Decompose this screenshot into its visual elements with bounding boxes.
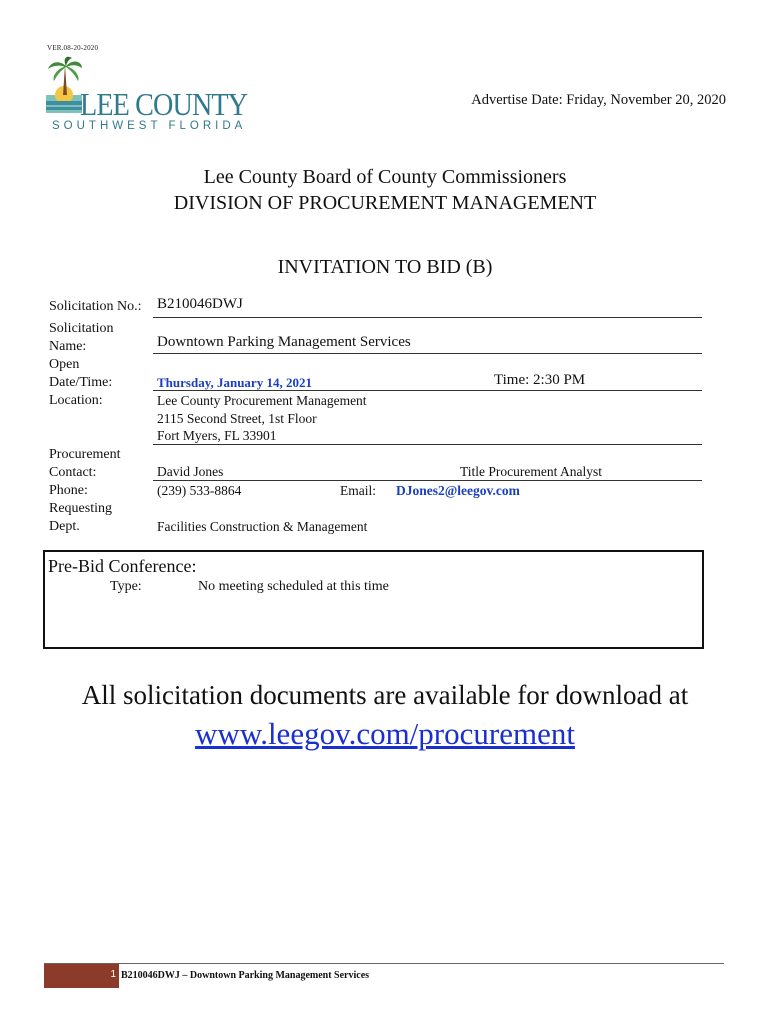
download-text: All solicitation documents are available for download at	[81, 680, 689, 710]
page-number: 1	[110, 969, 116, 980]
logo-title: LEE COUNTY	[80, 86, 248, 122]
solicitation-name-label	[49, 320, 114, 356]
prebid-title: Pre-Bid Conference:	[48, 556, 197, 576]
version-tag: VER.08-20-2020	[47, 44, 99, 52]
label-line: Contact:	[49, 465, 97, 480]
divider	[153, 444, 702, 445]
label-line: Date/Time:	[49, 375, 113, 390]
email-label: Email:	[340, 483, 376, 498]
label-line: Name:	[49, 339, 87, 354]
contact-name: David Jones	[157, 464, 224, 479]
phone-number: (239) 533-8864	[157, 483, 242, 498]
divider	[153, 480, 702, 481]
contact-title: Title Procurement Analyst	[460, 464, 602, 479]
divider	[153, 353, 702, 354]
dept-label	[49, 500, 112, 536]
label-line: Procurement	[49, 447, 121, 462]
email-address[interactable]: DJones2@leegov.com	[396, 483, 520, 498]
label-line: Requesting	[49, 501, 112, 516]
solicitation-no-label: Solicitation No.:	[49, 299, 142, 314]
requesting-dept: Facilities Construction & Management	[157, 519, 368, 534]
footer-text: B210046DWJ – Downtown Parking Management Services	[121, 970, 370, 981]
contact-label	[49, 446, 121, 482]
prebid-type-value: No meeting scheduled at this time	[198, 579, 389, 594]
procurement-link[interactable]: www.leegov.com/procurement	[195, 716, 575, 751]
open-datetime-label	[49, 356, 112, 392]
divider	[153, 317, 702, 318]
footer-divider	[44, 963, 724, 964]
open-date: Thursday, January 14, 2021	[157, 375, 312, 390]
location-line-1: Lee County Procurement Management	[157, 393, 367, 408]
heading-doc-type: INVITATION TO BID (B)	[277, 256, 493, 278]
logo-subtitle: SOUTHWEST FLORIDA	[52, 120, 247, 132]
solicitation-name: Downtown Parking Management Services	[157, 334, 411, 350]
solicitation-no: B210046DWJ	[157, 296, 243, 312]
heading-division: DIVISION OF PROCUREMENT MANAGEMENT	[173, 192, 597, 214]
label-line: Dept.	[49, 519, 80, 534]
open-time: Time: 2:30 PM	[494, 372, 586, 388]
location-label: Location:	[49, 393, 103, 408]
advertise-date: Advertise Date: Friday, November 20, 2020	[471, 92, 726, 108]
phone-label: Phone:	[49, 483, 88, 498]
palm-tree-logo-icon	[44, 55, 84, 117]
divider	[153, 390, 702, 391]
heading-board: Lee County Board of County Commissioners	[203, 166, 567, 188]
location-line-3: Fort Myers, FL 33901	[157, 428, 277, 443]
label-line: Open	[49, 357, 80, 372]
location-line-2: 2115 Second Street, 1st Floor	[157, 411, 317, 426]
prebid-type-label: Type:	[110, 579, 142, 594]
label-line: Solicitation	[49, 321, 114, 336]
